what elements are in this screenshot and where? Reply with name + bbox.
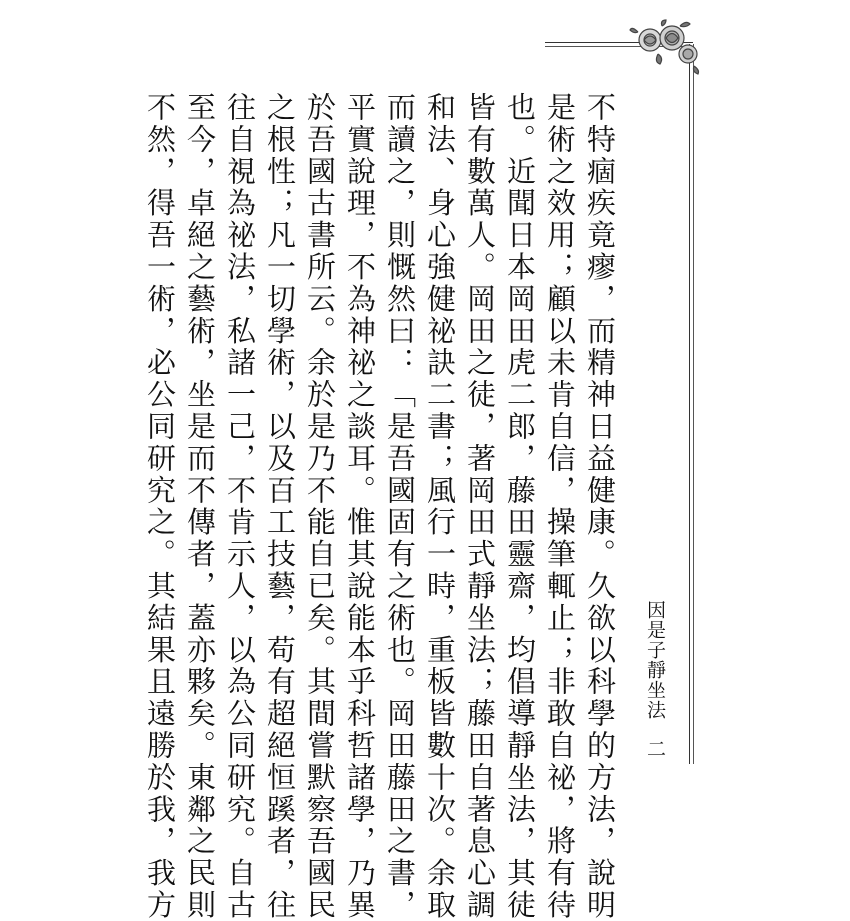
text-column: 不然，得吾一術，必公同研究之。其結果且遠勝於我，我方 <box>143 92 177 921</box>
page-number: 二 <box>644 739 666 760</box>
running-head <box>644 600 666 759</box>
text-column: 往自視為祕法，私諸一己，不肯示人，以為公同研究。自古 <box>223 92 257 921</box>
right-border-rule-inner <box>693 44 694 764</box>
body-text <box>143 92 620 921</box>
text-column: 皆有數萬人。岡田之徒，著岡田式靜坐法；藤田自著息心調 <box>463 92 497 921</box>
text-column: 至今，卓絕之藝術，坐是而不傳者，蓋亦夥矣。東鄰之民則 <box>183 92 217 921</box>
rose-flower-icon <box>628 18 704 76</box>
right-border-rule <box>689 44 690 764</box>
text-column: 和法、身心強健祕訣二書；風行一時，重板皆數十次。余取 <box>423 92 457 921</box>
text-column: 於吾國古書所云。余於是乃不能自已矣。其間嘗默察吾國民 <box>303 92 337 921</box>
text-column: 之根性；凡一切學術，以及百工技藝，苟有超絕恒蹊者，往 <box>263 92 297 921</box>
text-column: 也。近聞日本岡田虎二郎，藤田靈齋，均倡導靜坐法，其徒 <box>503 92 537 921</box>
text-column: 平實說理，不為神祕之談耳。惟其說能本乎科哲諸學，乃異 <box>343 92 377 921</box>
text-column: 不特痼疾竟瘳，而精神日益健康。久欲以科學的方法，說明 <box>583 92 617 921</box>
text-column: 是術之效用；顧以未肯自信，操筆輒止；非敢自祕，將有待 <box>543 92 577 921</box>
text-column: 而讀之，則慨然曰：「是吾國固有之術也。岡田藤田之書， <box>383 92 417 921</box>
book-title: 因是子靜坐法 <box>644 600 666 720</box>
